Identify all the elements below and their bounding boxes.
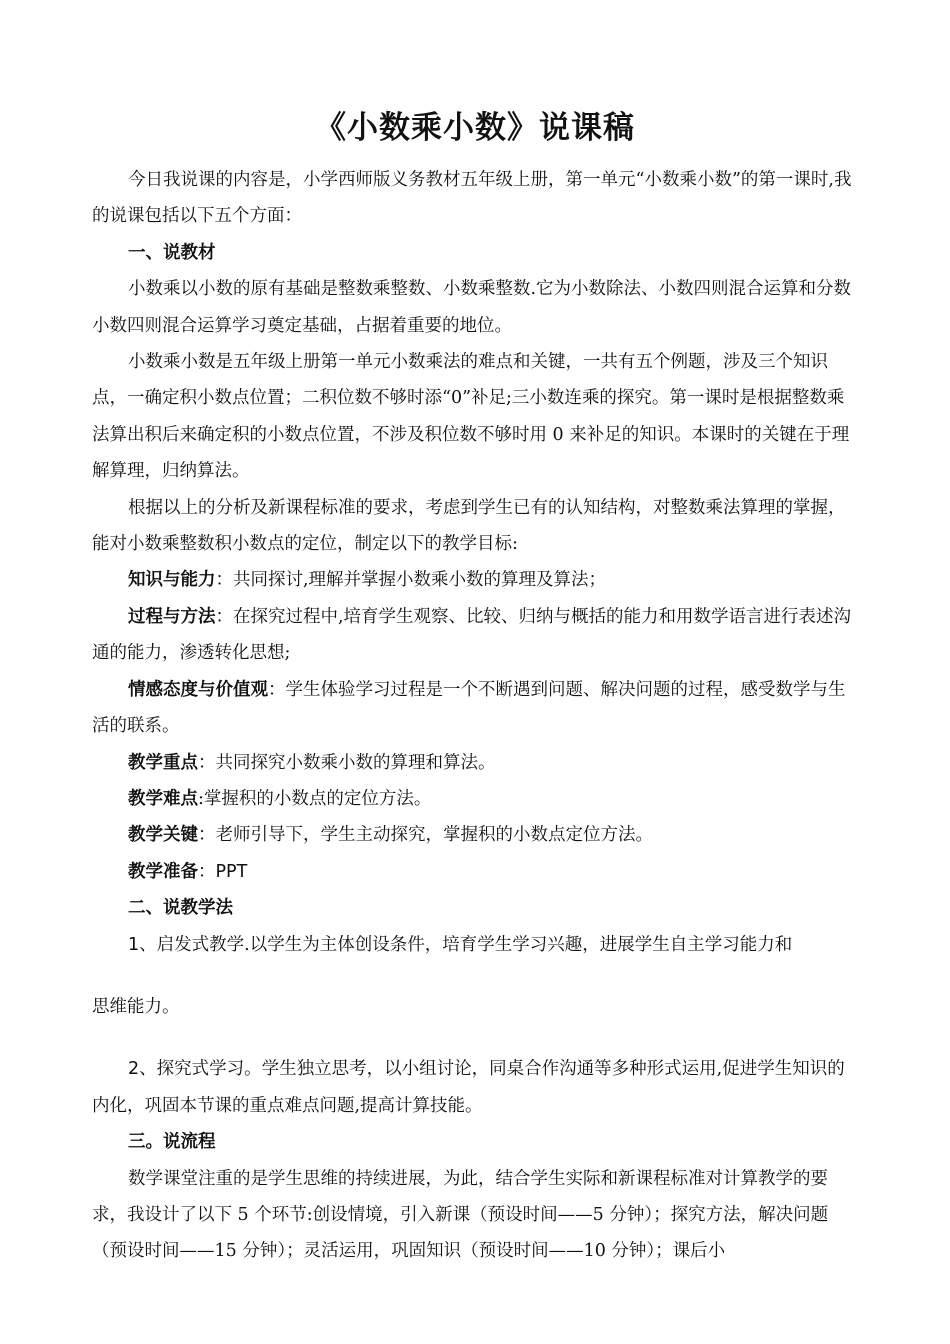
method-2 [92,1051,860,1124]
process-paragraph-1: 数学课堂注重的是学生思维的持续进展，为此，结合学生实际和新课程标准对计算教学的要求，我设计了以下 5 个环节:创设情境，引入新课（预设时间——5 分钟）；探究方法，解决问题（预设时间——15 分钟）；灵活运用，巩固知识（预设时间——10 分钟）；课后小 [92,1168,829,1262]
document-title: 《小数乘小数》说课稿 [315,110,635,146]
section-heading-textbook: 一、说教材 [128,242,216,263]
goal-process-text: ：在探究过程中,培育学生观察、比较、归纳与概括的能力和用数学语言进行表述沟通的能力，渗透转化思想; [92,606,852,664]
teaching-prep-label: 教学准备 [128,861,198,882]
goal-emotion [92,672,860,745]
teaching-crux-text: ：老师引导下，学生主动探究，掌握积的小数点定位方法。 [198,825,653,846]
teaching-difficulty [92,781,860,817]
method-2-text: 、探究式学习。学生独立思考，以小组讨论，同桌合作沟通等多种形式运用,促进学生知识的内化，巩固本节课的重点难点问题,提高计算技能。 [92,1059,845,1116]
goal-process [92,599,860,672]
teaching-prep-text: ：PPT [198,861,248,882]
teaching-key-point-text: ：共同探究小数乘小数的算理和算法。 [198,752,496,773]
method-1-line-1 [92,927,860,963]
teaching-crux [92,817,860,853]
goal-emotion-label: 情感态度与价值观 [128,679,268,700]
teaching-key-point [92,745,860,781]
teaching-difficulty-text: :掌握积的小数点的定位方法。 [198,788,432,809]
spacer [92,1025,860,1051]
textbook-paragraph-2: 小数乘小数是五年级上册第一单元小数乘法的难点和关键，一共有五个例题，涉及三个知识点，一确定积小数点位置；二积位数不够时添“0”补足;三小数连乘的探究。第一课时是根据整数乘法算出积后来确定积的小数点位置，不涉及积位数不够时用 0 来补足的知识。本课时的关键在于理解算理，归纳算法。 [92,352,850,482]
teaching-prep [92,854,860,890]
section-heading-method: 二、说教学法 [128,898,233,919]
method-1-text: 、启发式教学.以学生为主体创设条件，培育学生学习兴趣，进展学生自主学习能力和 [139,934,793,955]
goal-emotion-text: ：学生体验学习过程是一个不断遇到问题、解决问题的过程，感受数学与生活的联系。 [92,679,846,737]
method-1-number: 1 [128,934,140,955]
goal-knowledge-text: ：共同探讨,理解并掌握小数乘小数的算理及算法； [215,570,607,591]
textbook-paragraph-1: 小数乘以小数的原有基础是整数乘整数、小数乘整数.它为小数除法、小数四则混合运算和分数小数四则混合运算学习奠定基础，占据着重要的地位。 [92,279,852,336]
goal-knowledge [92,562,860,598]
teaching-difficulty-label: 教学难点 [128,788,198,809]
section-heading-process: 三。说流程 [128,1132,216,1153]
goal-process-label: 过程与方法 [128,606,216,627]
method-2-number: 2 [128,1059,140,1080]
textbook-paragraph-3: 根据以上的分析及新课程标准的要求，考虑到学生已有的认知结构，对整数乘法算理的掌握，能对小数乘整数积小数点的定位，制定以下的教学目标: [92,497,846,555]
teaching-crux-label: 教学关键 [128,825,198,846]
document-body [92,162,860,1270]
teaching-key-point-label: 教学重点 [128,752,198,773]
method-1-line-2: 思维能力。 [92,996,180,1017]
spacer [92,963,860,989]
intro-paragraph: 今日我说课的内容是，小学西师版义务教材五年级上册，第一单元“小数乘小数”的第一课时,我的说课包括以下五个方面： [92,170,852,227]
goal-knowledge-label: 知识与能力 [128,570,216,591]
